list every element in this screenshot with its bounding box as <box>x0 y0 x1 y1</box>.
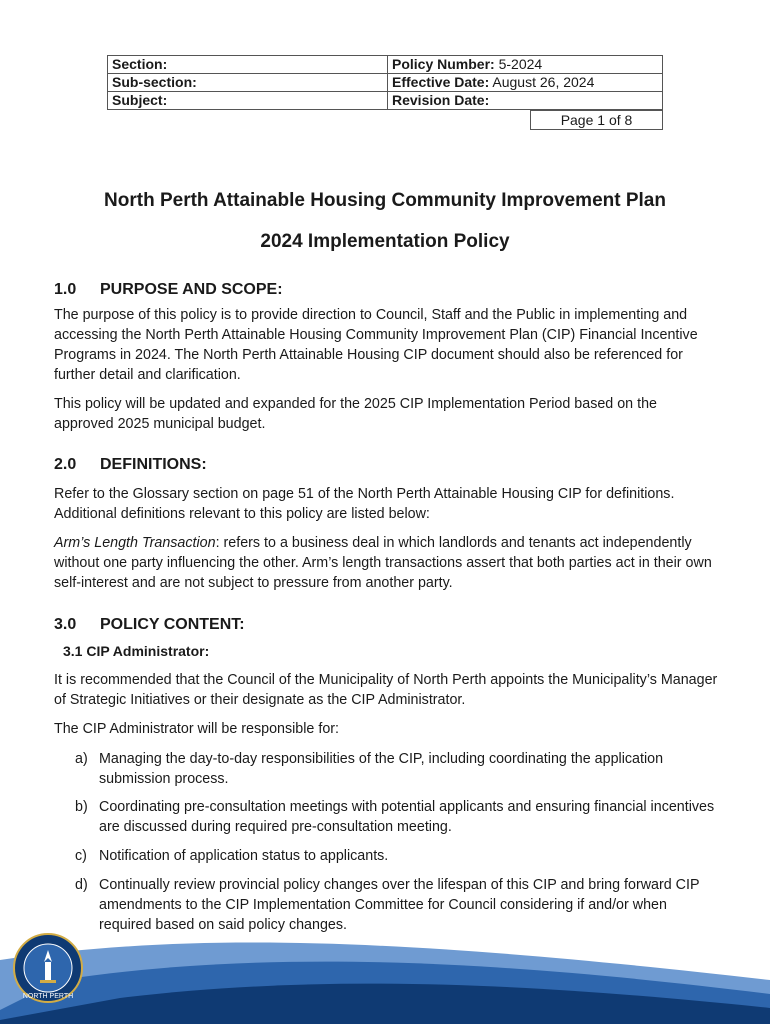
effective-date: August 26, 2024 <box>492 74 595 90</box>
section-heading-purpose: 1.0 PURPOSE AND SCOPE: <box>54 281 283 298</box>
update-paragraph: This policy will be updated and expanded for the 2025 CIP Implementation Period based on the approved 2025 municipal budget. <box>54 396 657 432</box>
policy-header-table <box>107 55 663 110</box>
revision-date-cell: Revision Date: <box>388 92 663 110</box>
document-subtitle: 2024 Implementation Policy <box>260 231 510 252</box>
section-cell: Section: <box>108 56 388 74</box>
document-title: North Perth Attainable Housing Community Improvement Plan <box>104 190 666 211</box>
north-perth-seal-logo <box>12 932 84 1004</box>
policy-number-cell: Policy Number: 5-2024 <box>388 56 663 74</box>
list-item: c) Notification of application status to applicants. <box>75 848 389 864</box>
responsibilities-intro: The CIP Administrator will be responsible for: <box>54 721 340 737</box>
policy-number: 5-2024 <box>498 56 543 72</box>
subsection-cell: Sub-section: <box>108 74 388 92</box>
list-item: b) Coordinating pre-consultation meetings with potential applicants and ensuring financial incentives are discussed during required pre-consultation meeting. <box>75 799 715 835</box>
list-item: a) Managing the day-to-day responsibilities of the CIP, including coordinating the application submission process. <box>75 751 664 787</box>
subject-cell: Subject: <box>108 92 388 110</box>
definition-arms-length: Arm’s Length Transaction: refers to a business deal in which landlords and tenants act independently without one party influencing the other. Arm’s length transactions assert that both parties act in their own self-interest and are not subject to pressure from another party. <box>54 535 712 591</box>
list-item: d) Continually review provincial policy changes over the lifespan of this CIP and bring forward CIP amendments to the CIP Implementation Committee for Council considering if and/or when required based on said policy changes. <box>75 877 700 933</box>
footer-wave-graphic <box>0 920 770 1024</box>
purpose-paragraph: The purpose of this policy is to provide direction to Council, Staff and the Public in implementing and accessing the North Perth Attainable Housing Community Improvement Plan (CIP) Financial Incentive Programs in 2024. The North Perth Attainable Housing CIP document should also be referenced for further detail and clarification. <box>54 307 698 383</box>
page-indicator: Page 1 of 8 <box>530 110 663 130</box>
subsection-cip-administrator: 3.1 CIP Administrator: <box>63 643 210 659</box>
administrator-paragraph: It is recommended that the Council of the Municipality of North Perth appoints the Municipality’s Manager of Strategic Initiatives or their designate as the CIP Administrator. <box>54 672 718 708</box>
effective-date-cell: Effective Date: August 26, 2024 <box>388 74 663 92</box>
seal-text: NORTH PERTH <box>22 993 74 1000</box>
section-heading-policy-content: 3.0 POLICY CONTENT: <box>54 616 245 633</box>
glossary-paragraph: Refer to the Glossary section on page 51 of the North Perth Attainable Housing CIP for definitions. Additional definitions relevant to this policy are listed below: <box>54 486 675 522</box>
section-heading-definitions: 2.0 DEFINITIONS: <box>54 456 207 473</box>
footer-band <box>0 920 770 1024</box>
